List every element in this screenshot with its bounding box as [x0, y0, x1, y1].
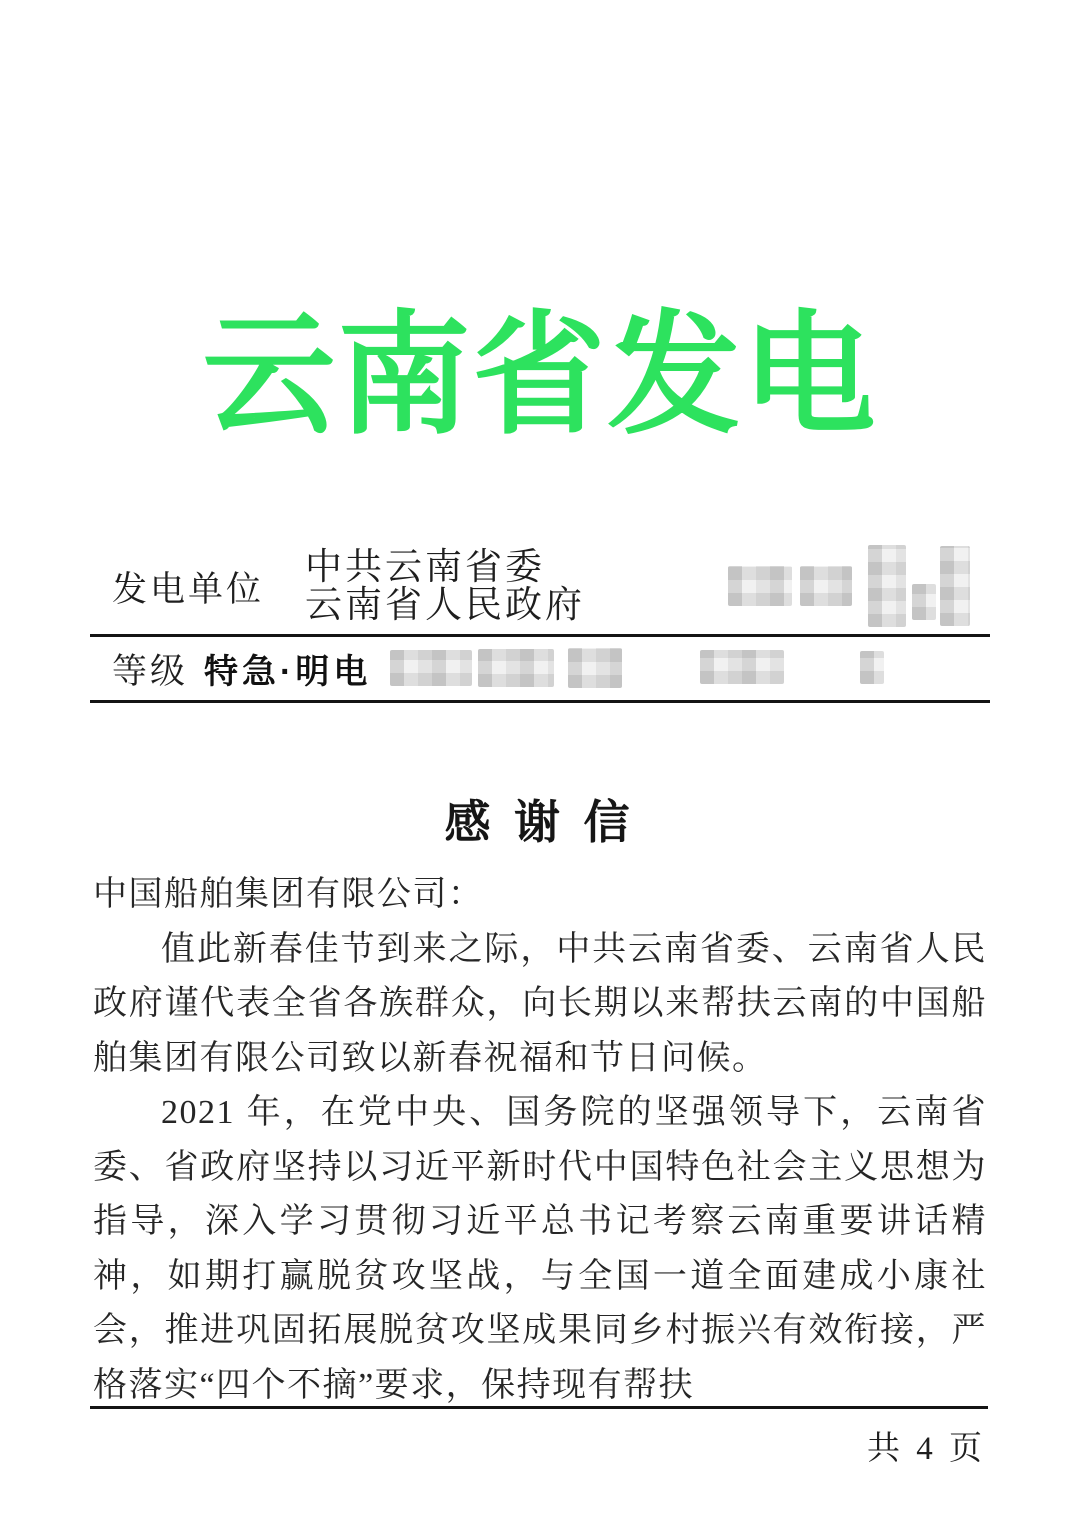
letter-paragraph-1: 值此新春佳节到来之际，中共云南省委、云南省人民政府谨代表全省各族群众，向长期以来帮扶云南的中国船舶集团有限公司致以新春祝福和节日问候。	[93, 930, 987, 1077]
footer-rule	[90, 1406, 988, 1409]
sender-names	[305, 549, 585, 625]
redaction-mosaic	[568, 648, 622, 688]
footer-page-count: 共 4 页	[867, 1431, 986, 1467]
redaction-mosaic	[478, 649, 554, 687]
grade-label: 等级	[112, 651, 189, 691]
redaction-mosaic	[390, 650, 472, 686]
redaction-mosaic	[700, 650, 784, 684]
letter-title: 感 谢 信	[444, 797, 636, 848]
redaction-mosaic	[728, 566, 792, 606]
banner-title: 云南省发电	[202, 302, 878, 450]
redaction-mosaic	[800, 566, 852, 606]
sender-name-line1: 中共云南省委	[305, 547, 545, 588]
redaction-mosaic	[868, 545, 906, 627]
redaction-mosaic	[912, 584, 936, 620]
letter-paragraph-2: 2021 年，在党中央、国务院的坚强领导下，云南省委、省政府坚持以习近平新时代中国特色社会主义思想为指导，深入学习贯彻习近平总书记考察云南重要讲话精神，如期打赢脱贫攻坚战，与全国一道全面建成小康社会，推进巩固拓展脱贫攻坚成果同乡村振兴有效衔接，严格落实“四个不摘”要求，保持现有帮扶	[93, 1094, 987, 1404]
letter-salutation: 中国船舶集团有限公司：	[93, 876, 484, 913]
letter-body	[93, 868, 987, 1413]
redaction-mosaic	[860, 651, 884, 684]
redaction-mosaic	[940, 546, 970, 626]
sender-label: 发电单位	[112, 570, 265, 609]
sender-name-line2: 云南省人民政府	[305, 585, 585, 626]
sender-row	[90, 540, 990, 637]
grade-value: 特急·明电	[204, 653, 372, 691]
